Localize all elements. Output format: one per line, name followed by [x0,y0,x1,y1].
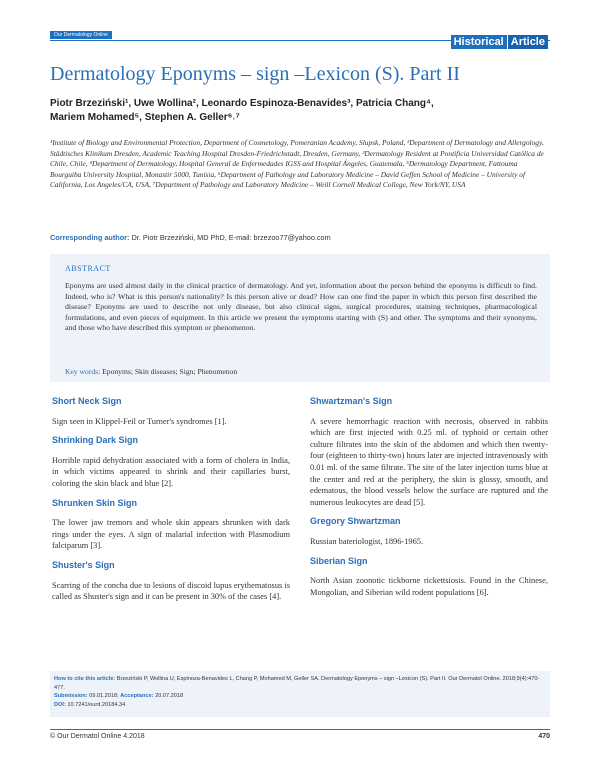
footer-rule [50,729,550,730]
how-to-cite-text: Brzeziński P, Wollina U, Espinoza-Benavides L, Chang P, Mohamed M, Geller SA. Dermatology Eponyms – sign –Lexicon (S). Part II. Our Dermatol Online. 2018;9(4):470-477. [54,676,540,691]
corresponding-author-text: Dr. Piotr Brzeziński, MD PhD, E-mail: brzezoo77@yahoo.com [129,233,331,242]
section-body: North Asian zoonotic tickborne rickettsiosis. Found in the Chinese, Mongolian, and Siberian wild rodent populations [6]. [310,576,548,597]
how-to-cite [54,675,546,692]
section [52,396,290,427]
section-body: Horrible rapid dehydration associated with a form of cholera in India, in which victims appeared to shrink and their capillaries burst, coloring the skin black and blue [2]. [52,455,290,488]
right-column [310,396,548,606]
author-list [50,97,550,125]
section-heading: Shrinking Dark Sign [52,435,139,446]
acceptance-date: 20.07.2018 [153,693,184,700]
section [310,396,548,508]
keywords-list: Eponyms; Skin diseases; Sign; Phenomenon [100,367,238,376]
section-heading: Short Neck Sign [52,396,122,406]
section [52,435,290,489]
how-to-cite-label: How to cite this article: [54,676,116,682]
section [52,560,290,603]
article-type-badge [451,35,548,49]
submission-date: 09.01.2018; [87,693,121,700]
page-number: 470 [538,733,550,740]
section-heading: Gregory Shwartzman [310,516,401,527]
section-heading: Shrunken Skin Sign [52,497,138,508]
section [52,498,290,552]
keywords [65,367,237,376]
doi-link[interactable]: 10.7241/ourd.20184.34 [65,701,126,708]
submission-label: Submission: [54,693,88,700]
footer-copyright: © Our Dermatol Online 4.2018 [50,733,145,740]
section-heading: Shuster's Sign [52,559,115,570]
abstract-text: Eponyms are used almost daily in the clinical practice of dermatology. And yet, information about the person behind the eponyms is difficult to find. Indeed, who is? What is this person's nationality? Is this person alive or dead? How can one find the paper in which this person first described the disease? Eponyms are used to describe not only disease, but also clinical signs, surgical procedures, staining techniques, pharmacological formulations, and even pieces of equipment. In this article we present the symptoms starting with (S) and other. The symptoms and their synonyms, and those who have described this symptom or phenomenon. [65,281,537,333]
article-title: Dermatology Eponyms – sign –Lexicon (S). Part II [50,63,460,85]
acceptance-label: Acceptance: [120,693,154,700]
doi-label: DOI: [54,701,66,708]
doi-line [54,701,546,710]
abstract-heading: ABSTRACT [65,264,111,273]
author-line-1: Piotr Brzeziński¹, Uwe Wollina², Leonardo Espinoza-Benavides³, Patricia Chang⁴, [50,98,434,109]
section-heading: Shwartzman's Sign [310,396,393,406]
section-body: Scarring of the concha due to lesions of discoid lupus erythematosus is called as Shuster's sign and it can be present in 30% of the cases [4]. [52,580,290,602]
section-body: Russian bateriologist, 1896-1965. [310,536,424,546]
badge-historical: Historical [451,35,507,49]
author-line-2: Mariem Mohamed⁵, Stephen A. Geller⁶˒⁷ [50,112,240,123]
submission-dates [54,692,546,701]
section-body: A severe hemorrhagic reaction with necrosis, observed in rabbits which are first injected with 0.25 ml. of typhoid or certain other culture filtrates into the skin of the abdomen and which then twenty-four (eighteen to thirty-two) hours later are injected intravenously with 0.01 ml. of the same filtrate. The site of the later injection turns blue at the center and red at the periphery, the skin is glossy, smooth, and edematous, the blood vessels below the surface are ruptured and the numerous leukocytes are dead [5]. [310,416,548,507]
section [310,556,548,599]
badge-article: Article [507,35,548,49]
section [310,516,548,547]
corresponding-author-label: Corresponding author: [50,233,130,242]
citation-info [54,675,546,709]
corresponding-author [50,233,550,242]
section-heading: Siberian Sign [310,555,368,566]
section-body: The lower jaw tremors and whole skin appears shrunken with dark rings under the eyes. A sign of malarial infection with Plasmodium falciparum [3]. [52,518,290,551]
left-column [52,396,290,611]
keywords-label: Key words: [65,367,101,376]
affiliations: ¹Institute of Biology and Environmental Protection, Department of Cosmetology, Pomeranian Academy, Slupsk, Poland, ²Department of Dermatology and Allergology, Städtisches Klinikum Dresden, Academic Teaching Hospital Dresden-Friedrichstadt, Dresden, Germany, ³Dermatology Resident at Pontificia Universidad Católica de Chile, Chile, ⁴Department of Dermatology, Hospital General de Enfermedades IGSS and Hospital Ángeles, Guatemala, ⁵Dermatology Department, Fattouma Bourguiba University Hospital, Monastir 5000, Tunisia, ⁶Department of Pathology and Laboratory Medicine – David Geffen School of Medicine – University of California, Los Angeles/CA, USA, ⁷Department of Pathology and Laboratory Medicine – Weill Cornell Medical College, New York/NY, USA [50,138,544,189]
journal-name-tab: Our Dermatology Online [50,31,112,39]
section-body: Sign seen in Klippel-Feil or Turner's syndromes [1]. [52,416,227,426]
